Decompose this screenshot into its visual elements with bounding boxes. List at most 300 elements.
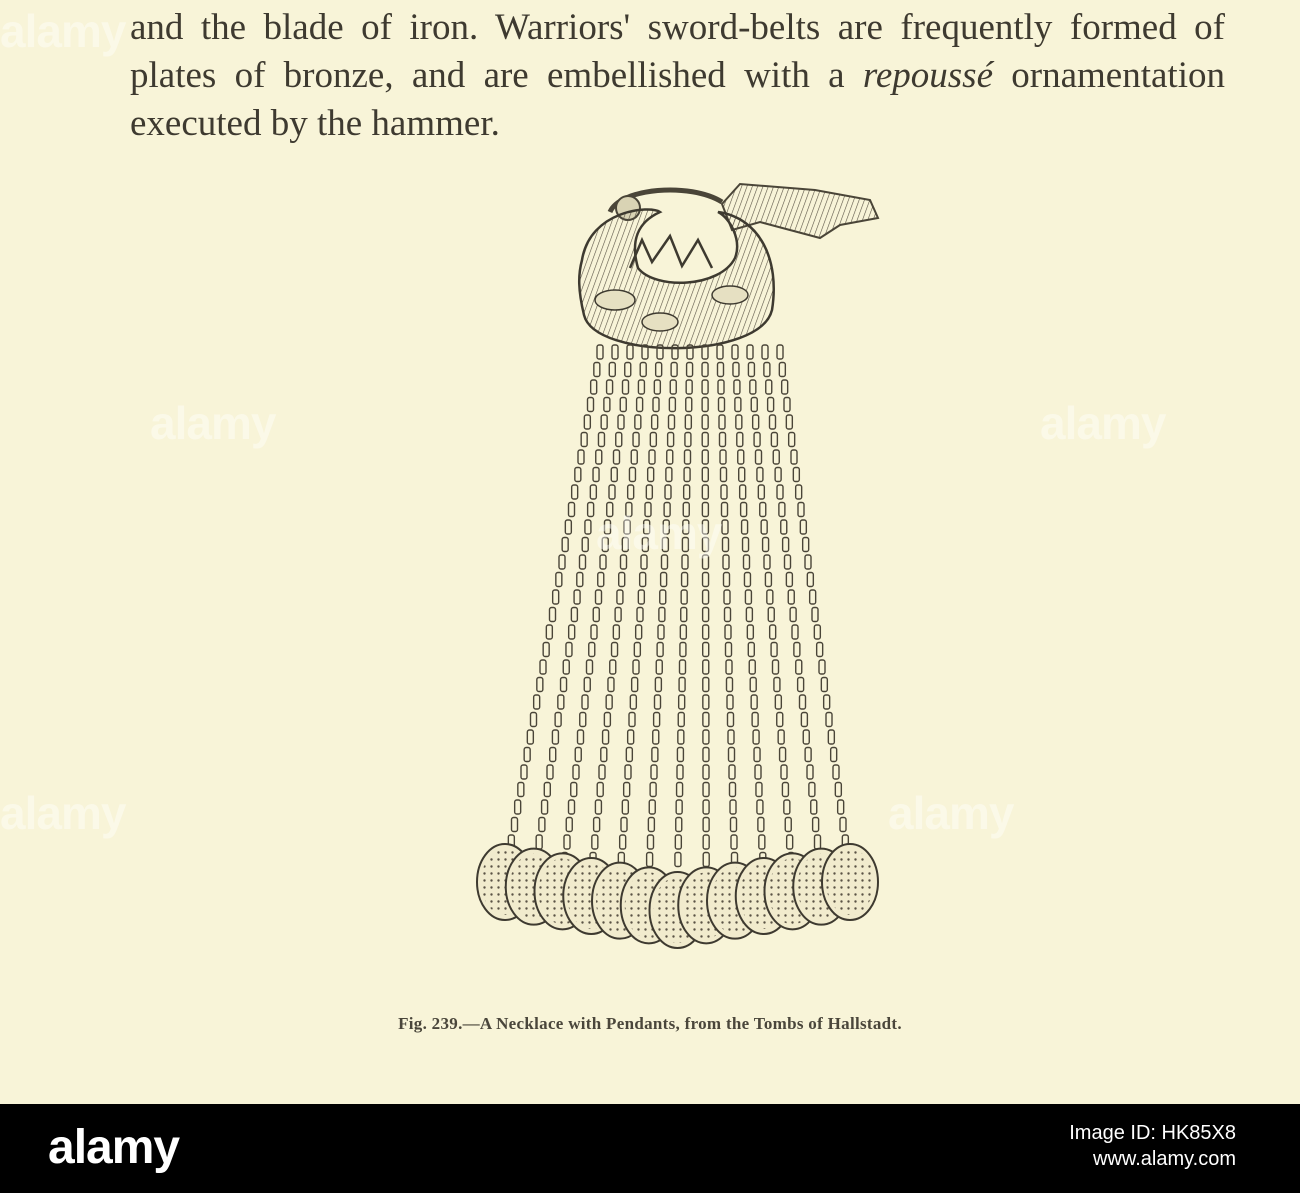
chain-link [703, 765, 709, 779]
pendant-disc-texture [826, 849, 874, 915]
watermark: alamy [596, 507, 722, 559]
chain-link [761, 520, 767, 534]
chain-link [703, 748, 709, 762]
chain-link [784, 398, 790, 412]
chain-link [733, 363, 739, 377]
site-url[interactable]: www.alamy.com [1093, 1148, 1236, 1170]
chain-link [800, 695, 806, 709]
chain-link [800, 520, 806, 534]
chain-link [578, 730, 584, 744]
alamy-logo: alamy [48, 1121, 180, 1174]
chain-link [665, 485, 671, 499]
chain-link [811, 800, 817, 814]
chain-link [607, 380, 613, 394]
chain-link [792, 625, 798, 639]
chain-link [744, 573, 750, 587]
chain-link [624, 783, 630, 797]
chain-link [650, 433, 656, 447]
chain-link [781, 520, 787, 534]
chain-link [628, 485, 634, 499]
chain-link [702, 450, 708, 464]
chain-link [575, 748, 581, 762]
chain-link [777, 485, 783, 499]
chain-link [596, 450, 602, 464]
chain-link [684, 468, 690, 482]
chain-link [824, 695, 830, 709]
chain-link [783, 538, 789, 552]
chain-link [728, 713, 734, 727]
chain-link [746, 608, 752, 622]
chain-link [740, 485, 746, 499]
chain-link [604, 398, 610, 412]
chain-link [702, 415, 708, 429]
chain-link [757, 800, 763, 814]
chain-link [753, 415, 759, 429]
chain-link [573, 765, 579, 779]
chain-link [591, 380, 597, 394]
chain-link [556, 573, 562, 587]
chain-link [598, 433, 604, 447]
chain-link [724, 573, 730, 587]
chain-link [773, 660, 779, 674]
chain-link [558, 695, 564, 709]
body-text [130, 0, 1230, 148]
chain-link [651, 765, 657, 779]
chain-link [751, 398, 757, 412]
chain-link [610, 660, 616, 674]
chain-link [647, 853, 653, 867]
chain-link [758, 485, 764, 499]
chain-link [782, 783, 788, 797]
chain-link [757, 468, 763, 482]
chain-link [749, 660, 755, 674]
chain-link [552, 730, 558, 744]
chain-link [731, 835, 737, 849]
chain-link [660, 590, 666, 604]
chain-link [684, 485, 690, 499]
chain-link [758, 818, 764, 832]
chain-link [521, 765, 527, 779]
chain-link [723, 538, 729, 552]
chain-link [569, 503, 575, 517]
chain-link [786, 415, 792, 429]
chain-link [588, 398, 594, 412]
chain-link [728, 730, 734, 744]
chain-link [819, 660, 825, 674]
chain-link [580, 555, 586, 569]
chain-link [773, 450, 779, 464]
chain-link [652, 415, 658, 429]
chain-link [550, 748, 556, 762]
chain-link [633, 660, 639, 674]
chain-link [703, 608, 709, 622]
chain-link [788, 590, 794, 604]
chain-link [682, 573, 688, 587]
chain-link [572, 485, 578, 499]
chain-link [652, 748, 658, 762]
chain-link [582, 695, 588, 709]
chain-link [594, 818, 600, 832]
chain-link [730, 800, 736, 814]
chain-link [750, 678, 756, 692]
chain-link [754, 748, 760, 762]
chain-link [597, 345, 603, 359]
chain-link [771, 643, 777, 657]
chain-link [759, 835, 765, 849]
chain-link [760, 503, 766, 517]
chain-link [756, 450, 762, 464]
chain-link [702, 433, 708, 447]
chain-link [609, 485, 615, 499]
chain-link [678, 713, 684, 727]
chain-link [588, 503, 594, 517]
chain-link [791, 450, 797, 464]
chain-link [564, 835, 570, 849]
chain-link [609, 363, 615, 377]
chain-link [601, 415, 607, 429]
chain-link [625, 765, 631, 779]
chain-link [550, 608, 556, 622]
chain-link [817, 643, 823, 657]
chain-link [790, 608, 796, 622]
chain-link [575, 468, 581, 482]
chain-link [685, 450, 691, 464]
chain-link [584, 678, 590, 692]
chain-link [782, 380, 788, 394]
chain-link [625, 363, 631, 377]
chain-link [566, 643, 572, 657]
chain-link [812, 608, 818, 622]
chain-link [741, 503, 747, 517]
chain-link [796, 485, 802, 499]
chain-link [703, 730, 709, 744]
chain-link [717, 345, 723, 359]
chain-link [793, 468, 799, 482]
chain-link [743, 538, 749, 552]
chain-link [768, 398, 774, 412]
chain-link [745, 590, 751, 604]
text-line: plates of bronze, and are embellished with a repoussé ornamentation [130, 55, 1225, 96]
crescent-plate [579, 209, 774, 348]
chain-link [785, 555, 791, 569]
chain-link [762, 345, 768, 359]
chain-link [646, 485, 652, 499]
chain-link [622, 800, 628, 814]
chain-link [640, 363, 646, 377]
chain-link [546, 625, 552, 639]
chain-link [807, 573, 813, 587]
chain-link [594, 363, 600, 377]
chain-link [703, 590, 709, 604]
chain-link [831, 748, 837, 762]
chain-link [732, 345, 738, 359]
chain-link [703, 678, 709, 692]
chain-link [764, 363, 770, 377]
chain-link [631, 450, 637, 464]
chain-link [578, 450, 584, 464]
chain-link [587, 660, 593, 674]
chain-link [670, 380, 676, 394]
chain-link [599, 765, 605, 779]
chain-link [730, 783, 736, 797]
chain-link [603, 730, 609, 744]
chain-link [656, 363, 662, 377]
chain-link [805, 555, 811, 569]
chain-link [703, 800, 709, 814]
chain-link [703, 573, 709, 587]
chain-link [637, 608, 643, 622]
chain-link [626, 748, 632, 762]
chain-link [780, 748, 786, 762]
chain-link [667, 450, 673, 464]
chain-link [678, 730, 684, 744]
chain-link [595, 800, 601, 814]
chain-link [566, 818, 572, 832]
chain-link [702, 468, 708, 482]
chain-link [608, 678, 614, 692]
chain-link [661, 573, 667, 587]
chain-link [747, 625, 753, 639]
chain-link [722, 503, 728, 517]
watermark: alamy [0, 787, 126, 839]
chain-link [616, 433, 622, 447]
chain-link [729, 748, 735, 762]
chain-link [680, 625, 686, 639]
chain-link [679, 695, 685, 709]
chain-link [685, 433, 691, 447]
chain-link [766, 380, 772, 394]
chain-link [653, 730, 659, 744]
chain-link [739, 468, 745, 482]
chain-link [518, 783, 524, 797]
chain-link [637, 398, 643, 412]
watermark: alamy [888, 787, 1014, 839]
chain-link [719, 398, 725, 412]
chain-link [617, 590, 623, 604]
chain-link [722, 520, 728, 534]
chain-link [801, 713, 807, 727]
chain-link [726, 643, 732, 657]
chain-link [540, 660, 546, 674]
chain-link [515, 800, 521, 814]
chain-link [668, 433, 674, 447]
chain-link [629, 468, 635, 482]
chain-link [677, 783, 683, 797]
chain-link [543, 643, 549, 657]
chain-link [770, 415, 776, 429]
chain-link [726, 660, 732, 674]
chain-link [577, 573, 583, 587]
chain-link [703, 853, 709, 867]
chain-link [537, 678, 543, 692]
chain-link [703, 818, 709, 832]
chain-link [748, 363, 754, 377]
chain-link [786, 573, 792, 587]
chain-link [752, 713, 758, 727]
chain-link [840, 818, 846, 832]
chain-link [512, 818, 518, 832]
chain-link [680, 643, 686, 657]
chain-link [640, 573, 646, 587]
chain-link [703, 695, 709, 709]
chain-link [580, 713, 586, 727]
stock-footer-bar [0, 1104, 1300, 1193]
chain-link [613, 625, 619, 639]
chain-link [686, 398, 692, 412]
chain-link [727, 678, 733, 692]
chain-link [731, 818, 737, 832]
chain-link [593, 608, 599, 622]
chain-link [810, 590, 816, 604]
chain-link [630, 695, 636, 709]
figure-caption: Fig. 239.—A Necklace with Pendants, from the Tombs of Hallstadt. [398, 1014, 902, 1033]
chain-link [725, 608, 731, 622]
chain-link [648, 835, 654, 849]
italic-word: repoussé [862, 55, 993, 96]
image-id-block [1069, 1120, 1236, 1172]
chain-link [737, 433, 743, 447]
chain-link [777, 713, 783, 727]
chain-link [742, 520, 748, 534]
chain-link [735, 398, 741, 412]
chain-link [618, 415, 624, 429]
chain-link [638, 590, 644, 604]
chain-link [727, 695, 733, 709]
watermark: alamy [0, 5, 126, 57]
chain-link [734, 380, 740, 394]
chain-link [561, 678, 567, 692]
chain-link [524, 748, 530, 762]
chain-link [785, 818, 791, 832]
chain-link [775, 695, 781, 709]
pendant-chains [505, 345, 850, 867]
chain-link [679, 678, 685, 692]
chain-link [527, 730, 533, 744]
chain-link [555, 713, 561, 727]
chain-link [807, 765, 813, 779]
chain-link [809, 783, 815, 797]
chain-link [544, 783, 550, 797]
chain-link [563, 660, 569, 674]
chain-link [787, 835, 793, 849]
chain-link [656, 660, 662, 674]
chain-link [756, 783, 762, 797]
chain-link [681, 608, 687, 622]
chain-link [677, 765, 683, 779]
chain-link [764, 555, 770, 569]
chain-link [633, 433, 639, 447]
chain-link [814, 625, 820, 639]
chain-link [547, 765, 553, 779]
chain-link [531, 713, 537, 727]
chain-link [675, 853, 681, 867]
chain-link [736, 415, 742, 429]
text-line: and the blade of iron. Warriors' sword-belts are frequently formed of [130, 7, 1225, 48]
chain-link [765, 573, 771, 587]
watermark: alamy [1040, 397, 1166, 449]
chain-link [648, 818, 654, 832]
chain-link [628, 730, 634, 744]
chain-link [784, 800, 790, 814]
chain-link [719, 415, 725, 429]
chain-link [703, 835, 709, 849]
chain-link [655, 695, 661, 709]
chain-link [653, 398, 659, 412]
chain-link [828, 730, 834, 744]
chain-link [592, 835, 598, 849]
chain-link [619, 573, 625, 587]
chain-link [659, 608, 665, 622]
chain-link [658, 625, 664, 639]
chain-link [571, 783, 577, 797]
chain-link [627, 345, 633, 359]
chain-link [634, 643, 640, 657]
chain-link [562, 538, 568, 552]
chain-link [612, 643, 618, 657]
chain-link [666, 468, 672, 482]
chain-link [671, 363, 677, 377]
chain-link [584, 415, 590, 429]
chain-link [536, 835, 542, 849]
chain-link [718, 380, 724, 394]
chain-link [676, 800, 682, 814]
chain-link [750, 380, 756, 394]
chain-link [702, 485, 708, 499]
chain-link [598, 573, 604, 587]
chain-link [753, 730, 759, 744]
chain-link [606, 695, 612, 709]
chain-link [611, 468, 617, 482]
chain-link [675, 835, 681, 849]
chain-link [559, 555, 565, 569]
chain-link [553, 590, 559, 604]
chain-link [629, 713, 635, 727]
chain-link [703, 660, 709, 674]
chain-link [775, 468, 781, 482]
chain-link [620, 835, 626, 849]
chain-link [724, 590, 730, 604]
chain-link [638, 380, 644, 394]
chain-link [657, 643, 663, 657]
chain-link [720, 433, 726, 447]
chain-link [669, 398, 675, 412]
chain-link [725, 625, 731, 639]
chain-link [805, 748, 811, 762]
chain-link [649, 450, 655, 464]
chain-link [687, 363, 693, 377]
chain-link [798, 678, 804, 692]
chain-link [826, 713, 832, 727]
chain-link [796, 660, 802, 674]
chain-link [676, 818, 682, 832]
chain-link [744, 555, 750, 569]
chain-link [763, 538, 769, 552]
chain-link [702, 398, 708, 412]
watermark: alamy [150, 397, 276, 449]
chain-link [778, 730, 784, 744]
chain-link [720, 450, 726, 464]
chain-link [686, 380, 692, 394]
chain-link [798, 503, 804, 517]
chain-link [623, 380, 629, 394]
chain-link [648, 468, 654, 482]
chain-link [569, 800, 575, 814]
chain-link [590, 485, 596, 499]
chain-link [635, 415, 641, 429]
chain-link [539, 818, 545, 832]
chain-link [774, 678, 780, 692]
chain-link [770, 625, 776, 639]
